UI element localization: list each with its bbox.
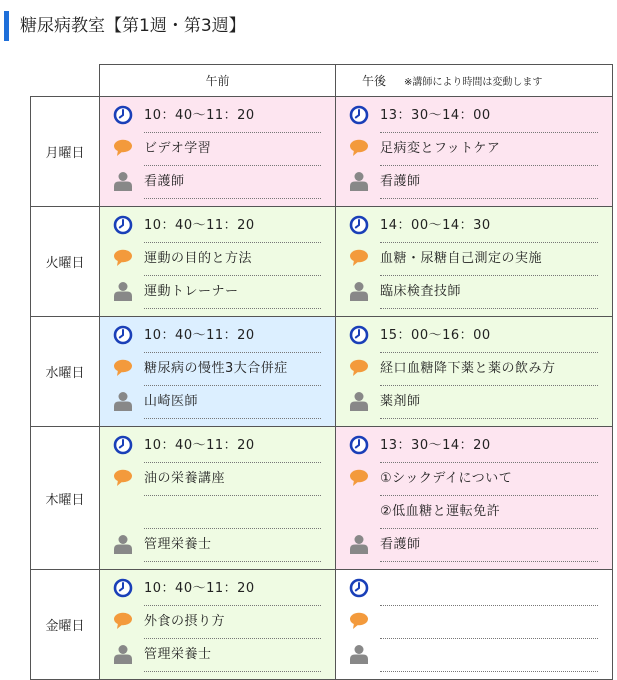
clock-icon: [349, 578, 369, 598]
am-session-cell: [100, 207, 336, 317]
speech-bubble-icon: [349, 468, 369, 488]
session-time: 13：30〜14：20: [380, 430, 598, 463]
person-icon: [349, 391, 369, 411]
pm-session-cell: [336, 427, 613, 570]
session-time: [380, 573, 598, 606]
session-time: 13：30〜14：00: [380, 100, 598, 133]
speech-bubble-icon: [349, 248, 369, 268]
session-topic: 血糖・尿糖自己測定の実施: [380, 243, 598, 276]
person-icon: [349, 534, 369, 554]
session-topic: 足病変とフットケア: [380, 133, 598, 166]
session-time: 10：40〜11：20: [144, 320, 321, 353]
session-lecturer: 臨床検査技師: [380, 276, 598, 309]
session-lecturer: 管理栄養士: [144, 639, 321, 672]
session-topic: 油の栄養講座: [144, 463, 321, 496]
session-topic: 糖尿病の慢性3大合併症: [144, 353, 321, 386]
day-label: 月曜日: [31, 97, 100, 207]
session-lecturer: 運動トレーナー: [144, 276, 321, 309]
clock-icon: [349, 105, 369, 125]
session-topic: 外食の摂り方: [144, 606, 321, 639]
corner-cell: [31, 65, 100, 97]
am-session-cell: [100, 427, 336, 570]
schedule-table: [30, 64, 613, 680]
session-topic-2: [144, 496, 321, 529]
am-session-cell: [100, 97, 336, 207]
session-topic: ビデオ学習: [144, 133, 321, 166]
day-label: 水曜日: [31, 317, 100, 427]
clock-icon: [113, 578, 133, 598]
pm-session-cell: [336, 207, 613, 317]
session-lecturer: 看護師: [380, 529, 598, 562]
clock-icon: [349, 435, 369, 455]
session-lecturer: 管理栄養士: [144, 529, 321, 562]
clock-icon: [113, 325, 133, 345]
session-lecturer: 山崎医師: [144, 386, 321, 419]
day-label: 金曜日: [31, 570, 100, 680]
person-icon: [113, 281, 133, 301]
speech-bubble-icon: [349, 358, 369, 378]
pm-note: ※講師により時間は変動します: [404, 77, 543, 88]
session-time: 10：40〜11：20: [144, 210, 321, 243]
pm-session-cell: [336, 97, 613, 207]
day-label: 木曜日: [31, 427, 100, 570]
speech-bubble-icon: [349, 611, 369, 631]
person-icon: [349, 644, 369, 664]
title-accent-bar: [4, 11, 9, 41]
am-session-cell: [100, 317, 336, 427]
session-topic: [380, 606, 598, 639]
am-session-cell: [100, 570, 336, 680]
session-topic: 運動の目的と方法: [144, 243, 321, 276]
pm-session-cell: [336, 570, 613, 680]
person-icon: [113, 391, 133, 411]
am-header: 午前: [100, 65, 336, 97]
session-lecturer: 看護師: [144, 166, 321, 199]
speech-bubble-icon: [113, 138, 133, 158]
clock-icon: [349, 215, 369, 235]
speech-bubble-icon: [113, 468, 133, 488]
speech-bubble-icon: [113, 248, 133, 268]
session-lecturer: 看護師: [380, 166, 598, 199]
person-icon: [113, 171, 133, 191]
clock-icon: [349, 325, 369, 345]
session-topic: ①シックデイについて: [380, 463, 598, 496]
session-time: 10：40〜11：20: [144, 100, 321, 133]
person-icon: [349, 281, 369, 301]
speech-bubble-icon: [113, 358, 133, 378]
day-label: 火曜日: [31, 207, 100, 317]
session-topic-2: ②低血糖と運転免許: [380, 496, 598, 529]
session-lecturer: [380, 639, 598, 672]
clock-icon: [113, 215, 133, 235]
person-icon: [113, 534, 133, 554]
person-icon: [349, 171, 369, 191]
session-time: 14：00〜14：30: [380, 210, 598, 243]
session-time: 10：40〜11：20: [144, 430, 321, 463]
speech-bubble-icon: [113, 611, 133, 631]
session-lecturer: 薬剤師: [380, 386, 598, 419]
clock-icon: [113, 105, 133, 125]
pm-header: 午後 ※講師により時間は変動します: [336, 65, 613, 97]
session-time: 15：00〜16：00: [380, 320, 598, 353]
speech-bubble-icon: [349, 138, 369, 158]
session-time: 10：40〜11：20: [144, 573, 321, 606]
session-topic: 経口血糖降下薬と薬の飲み方: [380, 353, 598, 386]
person-icon: [113, 644, 133, 664]
clock-icon: [113, 435, 133, 455]
pm-session-cell: [336, 317, 613, 427]
page-title: 糖尿病教室【第1週・第3週】: [20, 16, 246, 36]
